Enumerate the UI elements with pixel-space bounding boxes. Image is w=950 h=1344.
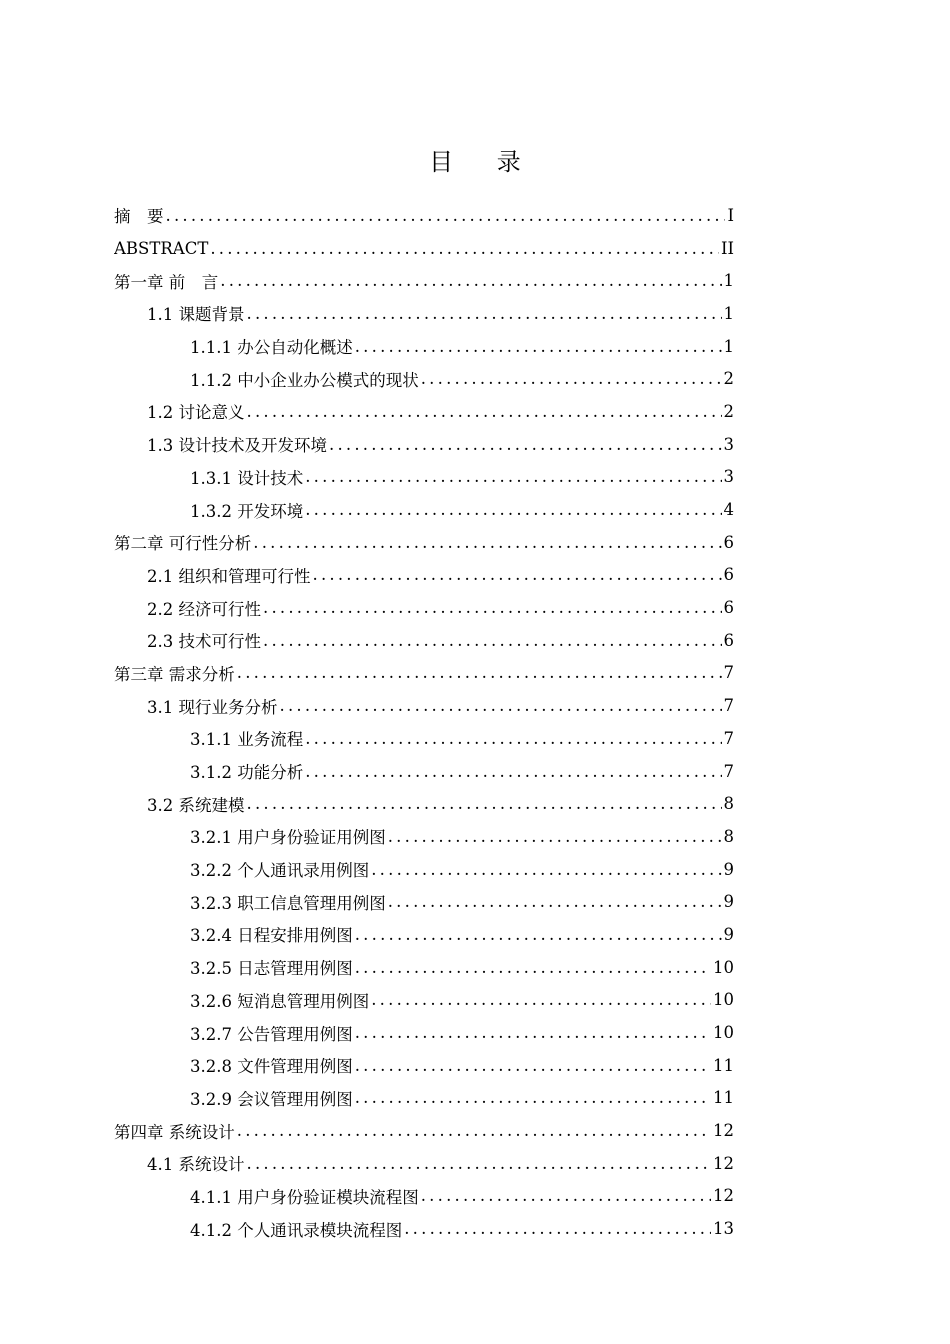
toc-entry-page-number: 4	[723, 500, 734, 520]
toc-entry-page-number: 7	[723, 663, 734, 683]
toc-entry[interactable]	[114, 951, 734, 984]
toc-entry-page-number: 7	[723, 696, 734, 716]
toc-entry[interactable]	[114, 755, 734, 788]
toc-entry-label: 1.1.1 办公自动化概述	[190, 338, 353, 358]
toc-entry-page-number: 10	[713, 1023, 734, 1043]
dot-leader	[247, 1154, 712, 1173]
toc-entry-page-number: 12	[713, 1121, 734, 1141]
toc-entry-label: 3.2.4 日程安排用例图	[190, 926, 353, 946]
toc-entry-label: 3.2.6 短消息管理用例图	[190, 991, 370, 1011]
toc-entry-page-number: 6	[723, 532, 734, 552]
toc-entry-page-number: 10	[713, 990, 734, 1010]
toc-entry-label: 摘 要	[114, 207, 164, 227]
toc-entry-label: 3.1.1 业务流程	[190, 730, 304, 750]
toc-entry-label: 4.1.1 用户身份验证模块流程图	[190, 1187, 419, 1207]
toc-entry-label: 3.2.7 公告管理用例图	[190, 1024, 353, 1044]
toc-entry-page-number: 9	[723, 892, 734, 912]
toc-entry-label: 4.1.2 个人通讯录模块流程图	[190, 1220, 403, 1240]
toc-entry-page-number: 2	[723, 369, 734, 389]
page-title: 目 录	[429, 148, 539, 176]
toc-entry-page-number: 11	[713, 1055, 734, 1075]
toc-entry[interactable]	[114, 1016, 734, 1049]
dot-leader	[253, 533, 721, 552]
toc-entry-label: 1.2 讨论意义	[147, 403, 245, 423]
toc-entry-page-number: 12	[713, 1153, 734, 1173]
toc-entry-page-number: 8	[723, 794, 734, 814]
toc-entry[interactable]	[114, 297, 734, 330]
toc-entry[interactable]	[114, 787, 734, 820]
toc-entry[interactable]	[114, 428, 734, 461]
dot-leader	[280, 696, 722, 715]
dot-leader	[421, 369, 722, 388]
dot-leader	[421, 1186, 711, 1205]
dot-leader	[329, 435, 722, 454]
toc-entry-page-number: 3	[723, 434, 734, 454]
toc-entry-page-number: 12	[713, 1186, 734, 1206]
toc-entry[interactable]	[114, 264, 734, 297]
toc-entry-page-number: 9	[723, 859, 734, 879]
toc-entry-page-number: 6	[723, 598, 734, 618]
dot-leader	[247, 402, 722, 421]
toc-entry-page-number: 3	[723, 467, 734, 487]
dot-leader	[355, 958, 711, 977]
toc-entry[interactable]	[114, 1114, 734, 1147]
toc-entry[interactable]	[114, 885, 734, 918]
dot-leader	[305, 762, 721, 781]
toc-entry[interactable]	[114, 853, 734, 886]
toc-entry-label: 第三章 需求分析	[114, 664, 235, 684]
toc-entry-label: 3.2.3 职工信息管理用例图	[190, 893, 386, 913]
dot-leader	[305, 729, 721, 748]
toc-entry-label: 2.2 经济可行性	[147, 599, 261, 619]
dot-leader	[247, 794, 722, 813]
toc-entry-label: 3.2.9 会议管理用例图	[190, 1089, 353, 1109]
toc-entry[interactable]	[114, 362, 734, 395]
dot-leader	[220, 271, 721, 290]
toc-entry-page-number: 8	[723, 826, 734, 846]
toc-entry-page-number: 6	[723, 565, 734, 585]
toc-entry-page-number: 6	[723, 630, 734, 650]
dot-leader	[371, 990, 711, 1009]
toc-entry[interactable]	[114, 591, 734, 624]
toc-entry-label: 3.2 系统建模	[147, 795, 245, 815]
toc-entry[interactable]	[114, 1049, 734, 1082]
toc-entry-page-number: 2	[723, 401, 734, 421]
toc-entry-page-number: 7	[723, 728, 734, 748]
toc-entry-page-number: 1	[723, 303, 734, 323]
toc-entry[interactable]	[114, 493, 734, 526]
toc-entry-label: 1.3 设计技术及开发环境	[147, 436, 327, 456]
toc-entry[interactable]	[114, 689, 734, 722]
toc-entry[interactable]	[114, 526, 734, 559]
toc-entry-label: 3.1.2 功能分析	[190, 763, 304, 783]
toc-entry-label: 1.1.2 中小企业办公模式的现状	[190, 370, 419, 390]
toc-entry[interactable]	[114, 461, 734, 494]
toc-entry[interactable]	[114, 820, 734, 853]
toc-entry-label: 2.1 组织和管理可行性	[147, 566, 311, 586]
toc-entry-label: 3.1 现行业务分析	[147, 697, 278, 717]
toc-entry[interactable]	[114, 1212, 734, 1245]
dot-leader	[404, 1219, 711, 1238]
toc-entry[interactable]	[114, 199, 734, 232]
toc-entry-label: 1.3.1 设计技术	[190, 468, 304, 488]
dot-leader	[263, 598, 722, 617]
toc-entry[interactable]	[114, 1082, 734, 1115]
toc-entry-label: 4.1 系统设计	[147, 1155, 245, 1175]
toc-entry-page-number: 10	[713, 957, 734, 977]
dot-leader	[355, 337, 722, 356]
dot-leader	[237, 663, 722, 682]
toc-entry[interactable]	[114, 1180, 734, 1213]
dot-leader	[313, 565, 722, 584]
dot-leader	[237, 1121, 711, 1140]
toc-entry-page-number: 7	[723, 761, 734, 781]
toc-entry-label: 3.2.2 个人通讯录用例图	[190, 861, 370, 881]
toc-entry[interactable]	[114, 1147, 734, 1180]
toc-entry-page-number: 1	[723, 336, 734, 356]
toc-entry[interactable]	[114, 232, 734, 265]
toc-entry-label: 第一章 前 言	[114, 272, 219, 292]
dot-leader	[388, 827, 722, 846]
toc-entry-label: 2.3 技术可行性	[147, 632, 261, 652]
toc-entry-label: 1.1 课题背景	[147, 305, 245, 325]
toc-entry-page-number: I	[727, 205, 734, 225]
toc-entry-page-number: 1	[723, 271, 734, 291]
toc-entry-label: 第二章 可行性分析	[114, 534, 252, 554]
dot-leader	[210, 239, 719, 258]
dot-leader	[263, 631, 722, 650]
toc-entry-label: 第四章 系统设计	[114, 1122, 235, 1142]
dot-leader	[355, 1056, 711, 1075]
toc-entry[interactable]	[114, 984, 734, 1017]
dot-leader	[355, 925, 722, 944]
toc-entry[interactable]	[114, 624, 734, 657]
toc-entry[interactable]	[114, 918, 734, 951]
dot-leader	[371, 860, 721, 879]
dot-leader	[355, 1023, 711, 1042]
dot-leader	[388, 892, 722, 911]
table-of-contents	[114, 199, 734, 1245]
toc-entry-page-number: II	[720, 238, 734, 258]
toc-entry-page-number: 11	[713, 1088, 734, 1108]
toc-entry[interactable]	[114, 330, 734, 363]
dot-leader	[247, 304, 722, 323]
toc-entry-label: 1.3.2 开发环境	[190, 501, 304, 521]
toc-entry[interactable]	[114, 395, 734, 428]
toc-entry-label: 3.2.8 文件管理用例图	[190, 1057, 353, 1077]
dot-leader	[305, 467, 721, 486]
toc-entry-page-number: 9	[723, 924, 734, 944]
toc-entry[interactable]	[114, 657, 734, 690]
dot-leader	[305, 500, 721, 519]
dot-leader	[166, 206, 726, 225]
toc-entry-page-number: 13	[713, 1219, 734, 1239]
toc-entry[interactable]	[114, 722, 734, 755]
dot-leader	[355, 1088, 711, 1107]
toc-entry-label: 3.2.5 日志管理用例图	[190, 959, 353, 979]
toc-entry-label: ABSTRACT	[114, 238, 209, 258]
toc-entry-label: 3.2.1 用户身份验证用例图	[190, 828, 386, 848]
toc-entry[interactable]	[114, 559, 734, 592]
